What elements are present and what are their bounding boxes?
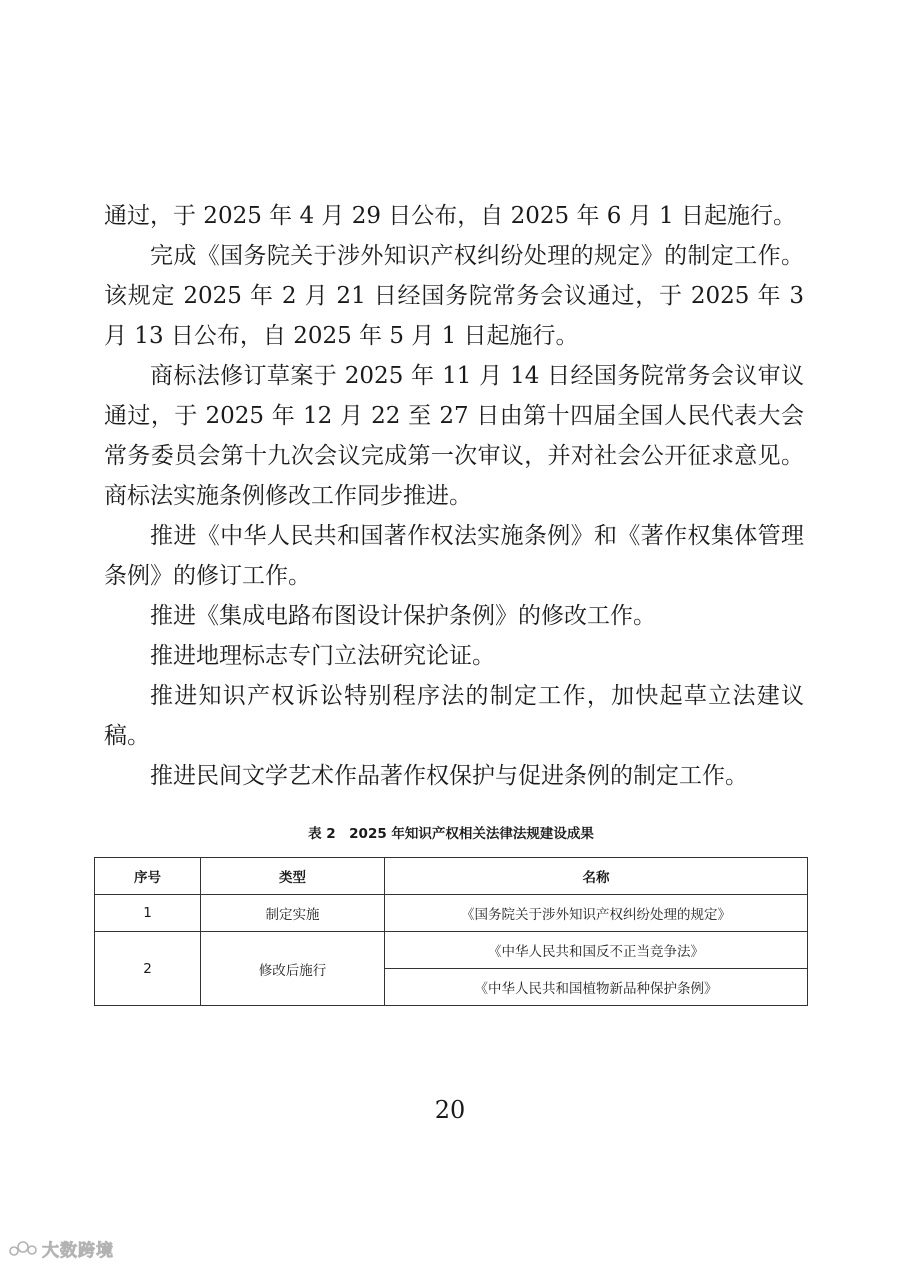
table-row: [95, 932, 808, 969]
paragraph: 商标法修订草案于 2025 年 11 月 14 日经国务院常务会议审议通过，于 2025 年 12 月 22 至 27 日由第十四届全国人民代表大会常务委员会第十九次会议完成第一次审议，并对社会公开征求意见。商标法实施条例修改工作同步推进。: [104, 363, 804, 509]
row-name: 《国务院关于涉外知识产权纠纷处理的规定》: [385, 895, 808, 932]
paragraph: 推进《中华人民共和国著作权法实施条例》和《著作权集体管理条例》的修订工作。: [104, 523, 804, 589]
row-number: 1: [95, 895, 201, 932]
header-type: 类型: [201, 858, 385, 895]
paragraph: 通过，于 2025 年 4 月 29 日公布，自 2025 年 6 月 1 日起施行。: [104, 203, 796, 229]
brand-logo-icon: [8, 1240, 38, 1258]
table-caption: 表 2 2025 年知识产权相关法律法规建设成果: [308, 826, 594, 842]
table-row: [95, 895, 808, 932]
row-number: 2: [95, 932, 201, 1006]
row-name: 《中华人民共和国反不正当竞争法》: [385, 932, 808, 969]
paragraph: 完成《国务院关于涉外知识产权纠纷处理的规定》的制定工作。该规定 2025 年 2 月 21 日经国务院常务会议通过，于 2025 年 3 月 13 日公布，自 2025 年 5 月 1 日起施行。: [104, 243, 804, 349]
header-name: 名称: [385, 858, 808, 895]
page-number: 20: [434, 1096, 466, 1124]
body-text: [104, 196, 804, 796]
paragraph: 推进民间文学艺术作品著作权保护与促进条例的制定工作。: [150, 763, 748, 789]
table-header-row: [95, 858, 808, 895]
watermark-text: 大数跨境: [42, 1241, 114, 1261]
watermark: [8, 1236, 114, 1261]
row-name: 《中华人民共和国植物新品种保护条例》: [385, 969, 808, 1006]
paragraph: 推进地理标志专门立法研究论证。: [150, 643, 495, 669]
row-type: 修改后施行: [201, 932, 385, 1006]
row-type: 制定实施: [201, 895, 385, 932]
paragraph: 推进《集成电路布图设计保护条例》的修改工作。: [150, 603, 656, 629]
laws-table: [94, 857, 808, 1006]
header-number: 序号: [95, 858, 201, 895]
paragraph: 推进知识产权诉讼特别程序法的制定工作，加快起草立法建议稿。: [104, 683, 804, 749]
